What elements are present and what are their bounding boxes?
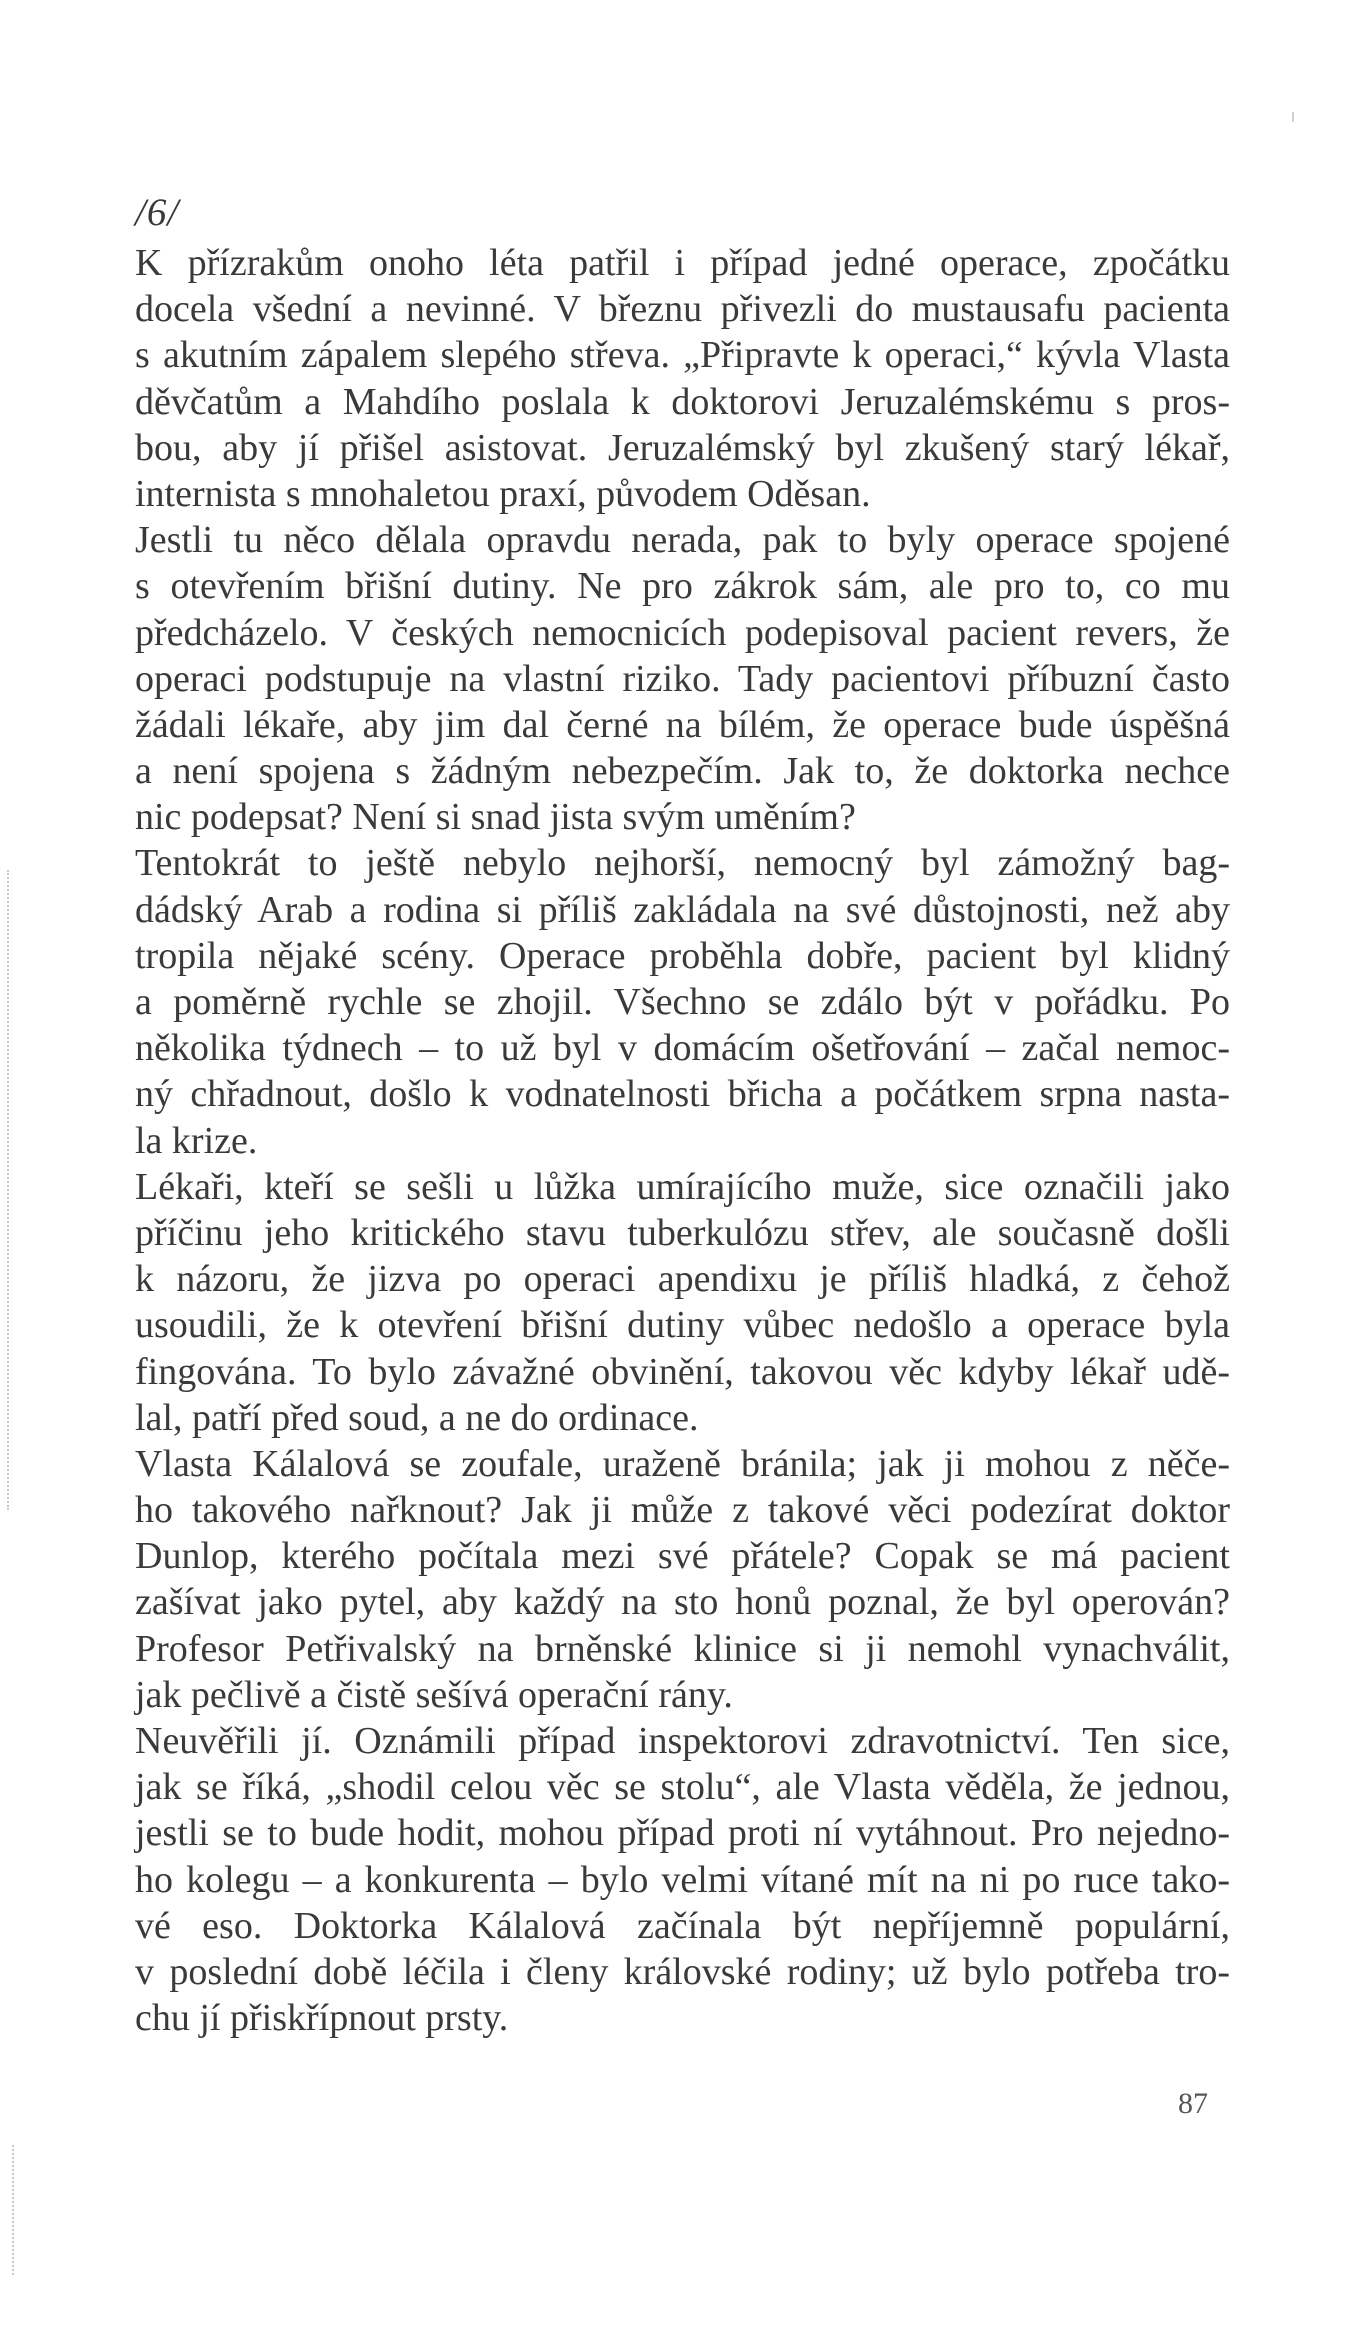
text-line: Dunlop, kterého počítala mezi své přátele? Copak se má pacient bbox=[135, 1535, 1230, 1578]
text-line: předcházelo. V českých nemocnicích podepisoval pacient revers, že bbox=[135, 611, 1230, 654]
paragraph bbox=[135, 1164, 1230, 1441]
paragraph bbox=[135, 840, 1230, 1163]
text-line: la krize. bbox=[135, 1119, 258, 1162]
text-line: Vlasta Kálalová se zoufale, uraženě bránila; jak ji mohou z něče- bbox=[135, 1442, 1230, 1485]
text-line: chu jí přiskřípnout prsty. bbox=[135, 1997, 509, 2040]
text-line: nic podepsat? Není si snad jista svým uměním? bbox=[135, 796, 856, 839]
scan-edge-dots-bottom bbox=[12, 2145, 16, 2275]
text-line: internista s mnohaletou praxí, původem Oděsan. bbox=[135, 472, 871, 515]
text-line: jak pečlivě a čistě sešívá operační rány. bbox=[135, 1673, 733, 1716]
text-line: jak se říká, „shodil celou věc se stolu“, ale Vlasta věděla, že jednou, bbox=[135, 1766, 1230, 1809]
text-line: vé eso. Doktorka Kálalová začínala být nepříjemně populární, bbox=[135, 1904, 1230, 1947]
text-line: děvčatům a Mahdího poslala k doktorovi Jeruzalémskému s pros- bbox=[135, 380, 1230, 423]
chapter-marker: /6/ bbox=[135, 191, 180, 234]
text-line: ný chřadnout, došlo k vodnatelnosti břicha a počátkem srpna nasta- bbox=[135, 1073, 1230, 1116]
text-line: ho kolegu – a konkurenta – bylo velmi vítané mít na ni po ruce tako- bbox=[135, 1858, 1230, 1901]
text-line: operaci podstupuje na vlastní riziko. Tady pacientovi příbuzní často bbox=[135, 657, 1230, 700]
text-line: jestli se to bude hodit, mohou případ proti ní vytáhnout. Pro nejedno- bbox=[135, 1812, 1230, 1855]
text-line: tropila nějaké scény. Operace proběhla dobře, pacient byl klidný bbox=[135, 934, 1230, 977]
scan-edge-dots bbox=[7, 870, 11, 1510]
text-line: Neuvěřili jí. Oznámili případ inspektorovi zdravotnictví. Ten sice, bbox=[135, 1720, 1230, 1762]
text-line: Profesor Petřivalský na brněnské klinice si ji nemohl vynachválit, bbox=[135, 1627, 1230, 1670]
text-line: s otevřením břišní dutiny. Ne pro zákrok sám, ale pro to, co mu bbox=[135, 565, 1230, 608]
margin-mark bbox=[1292, 112, 1294, 122]
text-line: K přízrakům onoho léta patřil i případ jedné operace, zpočátku bbox=[135, 242, 1230, 284]
text-line: několika týdnech – to už byl v domácím ošetřování – začal nemoc- bbox=[135, 1027, 1230, 1070]
paragraph bbox=[135, 240, 1230, 517]
text-line: a není spojena s žádným nebezpečím. Jak to, že doktorka nechce bbox=[135, 750, 1230, 793]
paragraph bbox=[135, 517, 1230, 840]
text-line: docela všední a nevinné. V březnu přivezli do mustausafu pacienta bbox=[135, 288, 1230, 331]
text-line: ho takového nařknout? Jak ji může z takové věci podezírat doktor bbox=[135, 1489, 1230, 1532]
text-line: v poslední době léčila i členy královské rodiny; už bylo potřeba tro- bbox=[135, 1950, 1230, 1993]
text-line: a poměrně rychle se zhojil. Všechno se zdálo být v pořádku. Po bbox=[135, 981, 1230, 1023]
page-number: 87 bbox=[1178, 2087, 1208, 2120]
paragraph bbox=[135, 1441, 1230, 1718]
body-text bbox=[135, 240, 1230, 2041]
text-line: Jestli tu něco dělala opravdu nerada, pak to byly operace spojené bbox=[135, 519, 1230, 562]
text-line: k názoru, že jizva po operaci apendixu je příliš hladká, z čehož bbox=[135, 1258, 1230, 1301]
paragraph bbox=[135, 1718, 1230, 2041]
text-line: Tentokrát to ještě nebylo nejhorší, nemocný byl zámožný bag- bbox=[135, 842, 1230, 885]
text-line: s akutním zápalem slepého střeva. „Připravte k operaci,“ kývla Vlasta bbox=[135, 334, 1230, 377]
text-line: žádali lékaře, aby jim dal černé na bílém, že operace bude úspěšná bbox=[135, 703, 1230, 746]
text-line: fingována. To bylo závažné obvinění, takovou věc kdyby lékař udě- bbox=[135, 1350, 1230, 1393]
text-line: příčinu jeho kritického stavu tuberkulózu střev, ale současně došli bbox=[135, 1211, 1230, 1254]
text-line: lal, patří před soud, a ne do ordinace. bbox=[135, 1396, 699, 1439]
text-line: dádský Arab a rodina si příliš zakládala na své důstojnosti, než aby bbox=[135, 888, 1230, 931]
text-line: zašívat jako pytel, aby každý na sto honů poznal, že byl operován? bbox=[135, 1581, 1230, 1624]
text-line: usoudili, že k otevření břišní dutiny vůbec nedošlo a operace byla bbox=[135, 1304, 1230, 1347]
text-line: bou, aby jí přišel asistovat. Jeruzalémský byl zkušený starý lékař, bbox=[135, 426, 1230, 469]
text-line: Lékaři, kteří se sešli u lůžka umírajícího muže, sice označili jako bbox=[135, 1165, 1230, 1208]
